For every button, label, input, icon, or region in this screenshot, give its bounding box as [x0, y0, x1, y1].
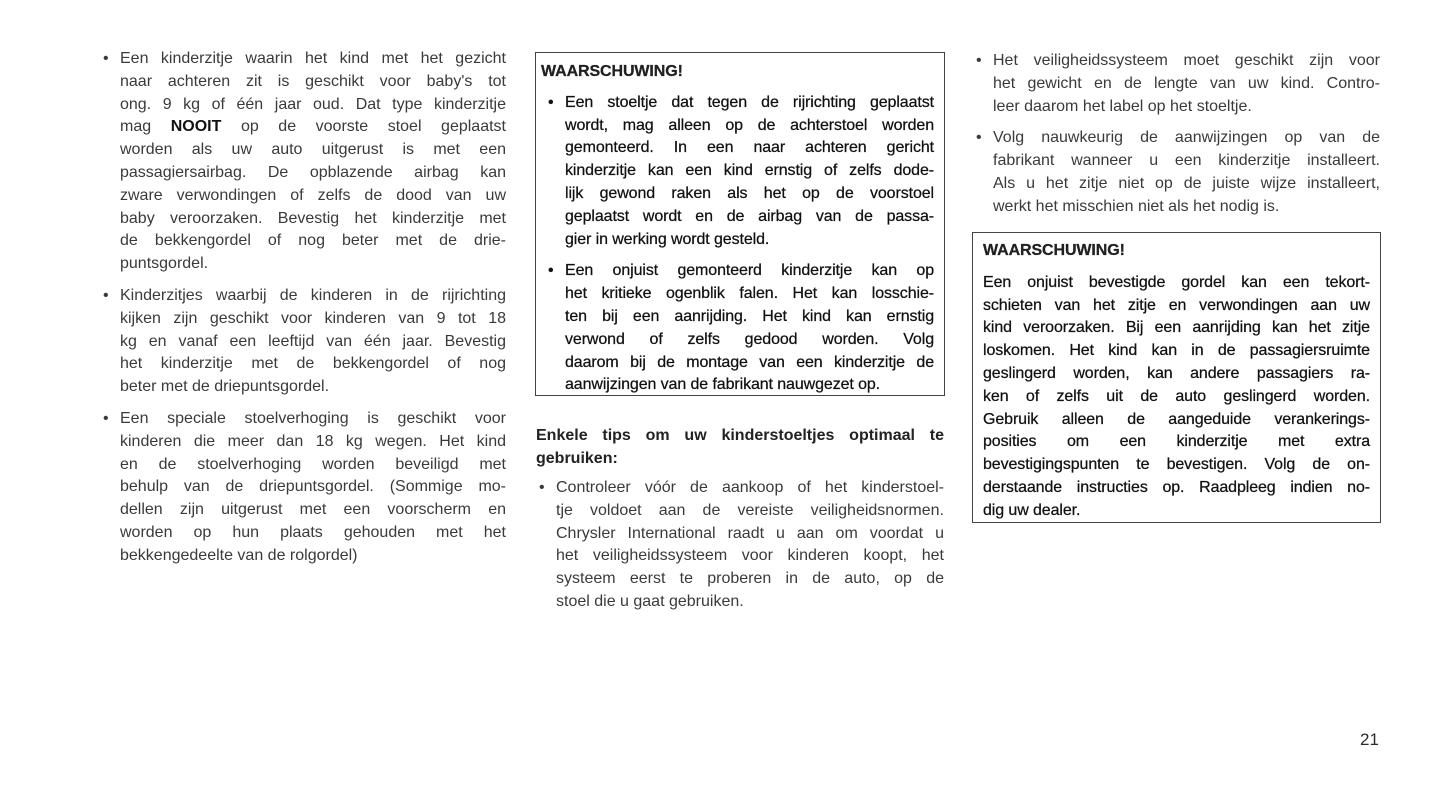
text-line: worden als uw auto uitgerust is met een [120, 141, 506, 159]
text-line: Het veiligheidssysteem moet geschikt zijn voor [993, 52, 1380, 69]
text-line: kinderen die meer dan 18 kg wegen. Het kind [120, 432, 506, 450]
warning-right [983, 240, 1370, 523]
text-line: Een onjuist bevestigde gordel kan een tekort- [983, 273, 1370, 291]
list-item [539, 477, 944, 614]
text-line: worden op hun plaats gehouden met het [120, 523, 506, 541]
text-line: Gebruik alleen de aangeduide verankerings- [983, 410, 1370, 428]
emphasis: NOOIT [170, 118, 222, 136]
text-line: Een onjuist gemonteerd kinderzitje kan op [565, 262, 934, 280]
text-line: gier in werking wordt gesteld. [565, 230, 770, 248]
page-number: 21 [1360, 730, 1379, 749]
text-line: gemonteerd. In een naar achteren gericht [565, 139, 934, 157]
text-line: Als u het zitje niet op de juiste wijze installeert, [993, 174, 1380, 192]
text-line: loskomen. Het kind kan in de passagiersruimte [983, 342, 1370, 360]
bullet-icon: • [548, 262, 554, 280]
text-line: gebruiken: [536, 449, 618, 467]
text-line: kinderzitje kan een kind ernstig of zelfs dode- [565, 162, 934, 180]
list-item [548, 260, 934, 397]
warning-title: WAARSCHUWING! [983, 242, 1125, 259]
text-line: tje voldoet aan de vereiste veiligheidsnormen. [556, 501, 944, 519]
tips-list [539, 477, 944, 623]
text-line: en de stoelverhoging worden beveiligd met [120, 455, 506, 473]
text-line: bekkengedeelte van de rolgordel) [120, 546, 358, 564]
text-line: ken of zelfs uit de auto geslingerd worden. [983, 387, 1370, 405]
text-line: stoel die u gaat gebruiken. [556, 592, 744, 610]
list-item [103, 408, 506, 568]
text-line: verwond of zelfs gedood worden. Volg [565, 330, 934, 348]
left-column [103, 48, 506, 577]
text-line: systeem eerst te proberen in de auto, op de [556, 570, 944, 588]
text-line: Een stoeltje dat tegen de rijrichting geplaatst [565, 93, 934, 111]
bullet-icon: • [976, 52, 982, 69]
text-line: geplaatst wordt en de airbag van de passa- [565, 207, 934, 225]
text-line: schieten van het zitje en verwondingen aan uw [983, 296, 1370, 314]
right-column [976, 50, 1380, 228]
text-line: leer daarom het label op het stoeltje. [993, 97, 1252, 115]
text-line: bevestigingspunten te bevestigen. Volg de on- [983, 456, 1370, 474]
text-line: mag NOOIT op de voorste stoel geplaatst [120, 118, 506, 136]
text-line: daarom bij de montage van een kinderzitje de [565, 353, 934, 371]
text-line: kg en vanaf een leeftijd van één jaar. Bevestig [120, 332, 506, 350]
bullet-icon: • [539, 479, 545, 496]
text-line: werkt het misschien niet als het nodig is. [993, 197, 1280, 215]
text-line: het gewicht en de lengte van uw kind. Contro- [993, 74, 1380, 92]
text-line: kind veroorzaken. Bij een aanrijding kan het zitje [983, 319, 1370, 337]
text-line: beter met de driepuntsgordel. [120, 378, 330, 396]
bullet-icon: • [103, 409, 109, 427]
text-line: lijk gewond raken als het op de voorstoel [565, 184, 934, 202]
warning-middle [541, 61, 934, 406]
text-line: passagiersairbag. De opblazende airbag kan [120, 163, 506, 181]
text-line: Een speciale stoelverhoging is geschikt voor [120, 409, 506, 427]
list-item [103, 285, 506, 399]
text-line: aanwijzingen van de fabrikant nauwgezet op. [565, 376, 881, 394]
list-item [976, 50, 1380, 118]
text-line: puntsgordel. [120, 255, 209, 273]
list-item [103, 48, 506, 276]
text-line: Enkele tips om uw kinderstoeltjes optimaal te [536, 427, 944, 444]
text-line: ten bij een aanrijding. Het kind kan ernstig [565, 307, 934, 325]
warning-title: WAARSCHUWING! [541, 63, 683, 80]
bullet-icon: • [976, 129, 982, 147]
text-line: fabrikant wanneer u een kinderzitje installeert. [993, 152, 1380, 170]
text-line: Een kinderzitje waarin het kind met het gezicht [120, 50, 506, 67]
tips-heading [536, 425, 944, 471]
text-line: naar achteren zit is geschikt voor baby's tot [120, 72, 506, 90]
text-line: posities om een kinderzitje met extra [983, 433, 1370, 451]
bullet-icon: • [548, 93, 554, 111]
text-line: Volg nauwkeurig de aanwijzingen op van de [993, 129, 1380, 147]
text-line: zware verwondingen of zelfs de dood van uw [120, 186, 506, 204]
text-line: behulp van de driepuntsgordel. (Sommige mo- [120, 478, 506, 496]
text-line: het veiligheidssysteem voor kinderen koopt, het [556, 547, 944, 565]
text-line: ong. 9 kg of één jaar oud. Dat type kinderzitje [120, 95, 506, 113]
text-line: dig uw dealer. [983, 501, 1081, 519]
text-line: wordt, mag alleen op de achterstoel worden [565, 116, 934, 134]
text-line: Chrysler International raadt u aan om voordat u [556, 524, 944, 542]
text-line: derstaande instructies op. Raadpleeg indien no- [983, 478, 1370, 496]
text-line: de bekkengordel of nog beter met de drie- [120, 232, 506, 250]
list-item [548, 92, 934, 252]
text-line: Kinderzitjes waarbij de kinderen in de rijrichting [120, 286, 506, 304]
bullet-icon: • [103, 50, 109, 67]
bullet-icon: • [103, 286, 109, 304]
text-line: dellen zijn uitgerust met een voorscherm en [120, 501, 506, 519]
text-line: Controleer vóór de aankoop of het kinderstoel- [556, 479, 944, 496]
text-line: het kinderzitje met de bekkengordel of nog [120, 355, 506, 373]
text-line: geslingerd worden, kan andere passagiers ra- [983, 364, 1370, 382]
list-item [976, 127, 1380, 218]
text-line: het kritieke ogenblik falen. Het kan losschie- [565, 285, 934, 303]
text-line: kijken zijn geschikt voor kinderen van 9 tot 18 [120, 309, 506, 327]
text-line: baby veroorzaken. Bevestig het kinderzitje met [120, 209, 506, 227]
